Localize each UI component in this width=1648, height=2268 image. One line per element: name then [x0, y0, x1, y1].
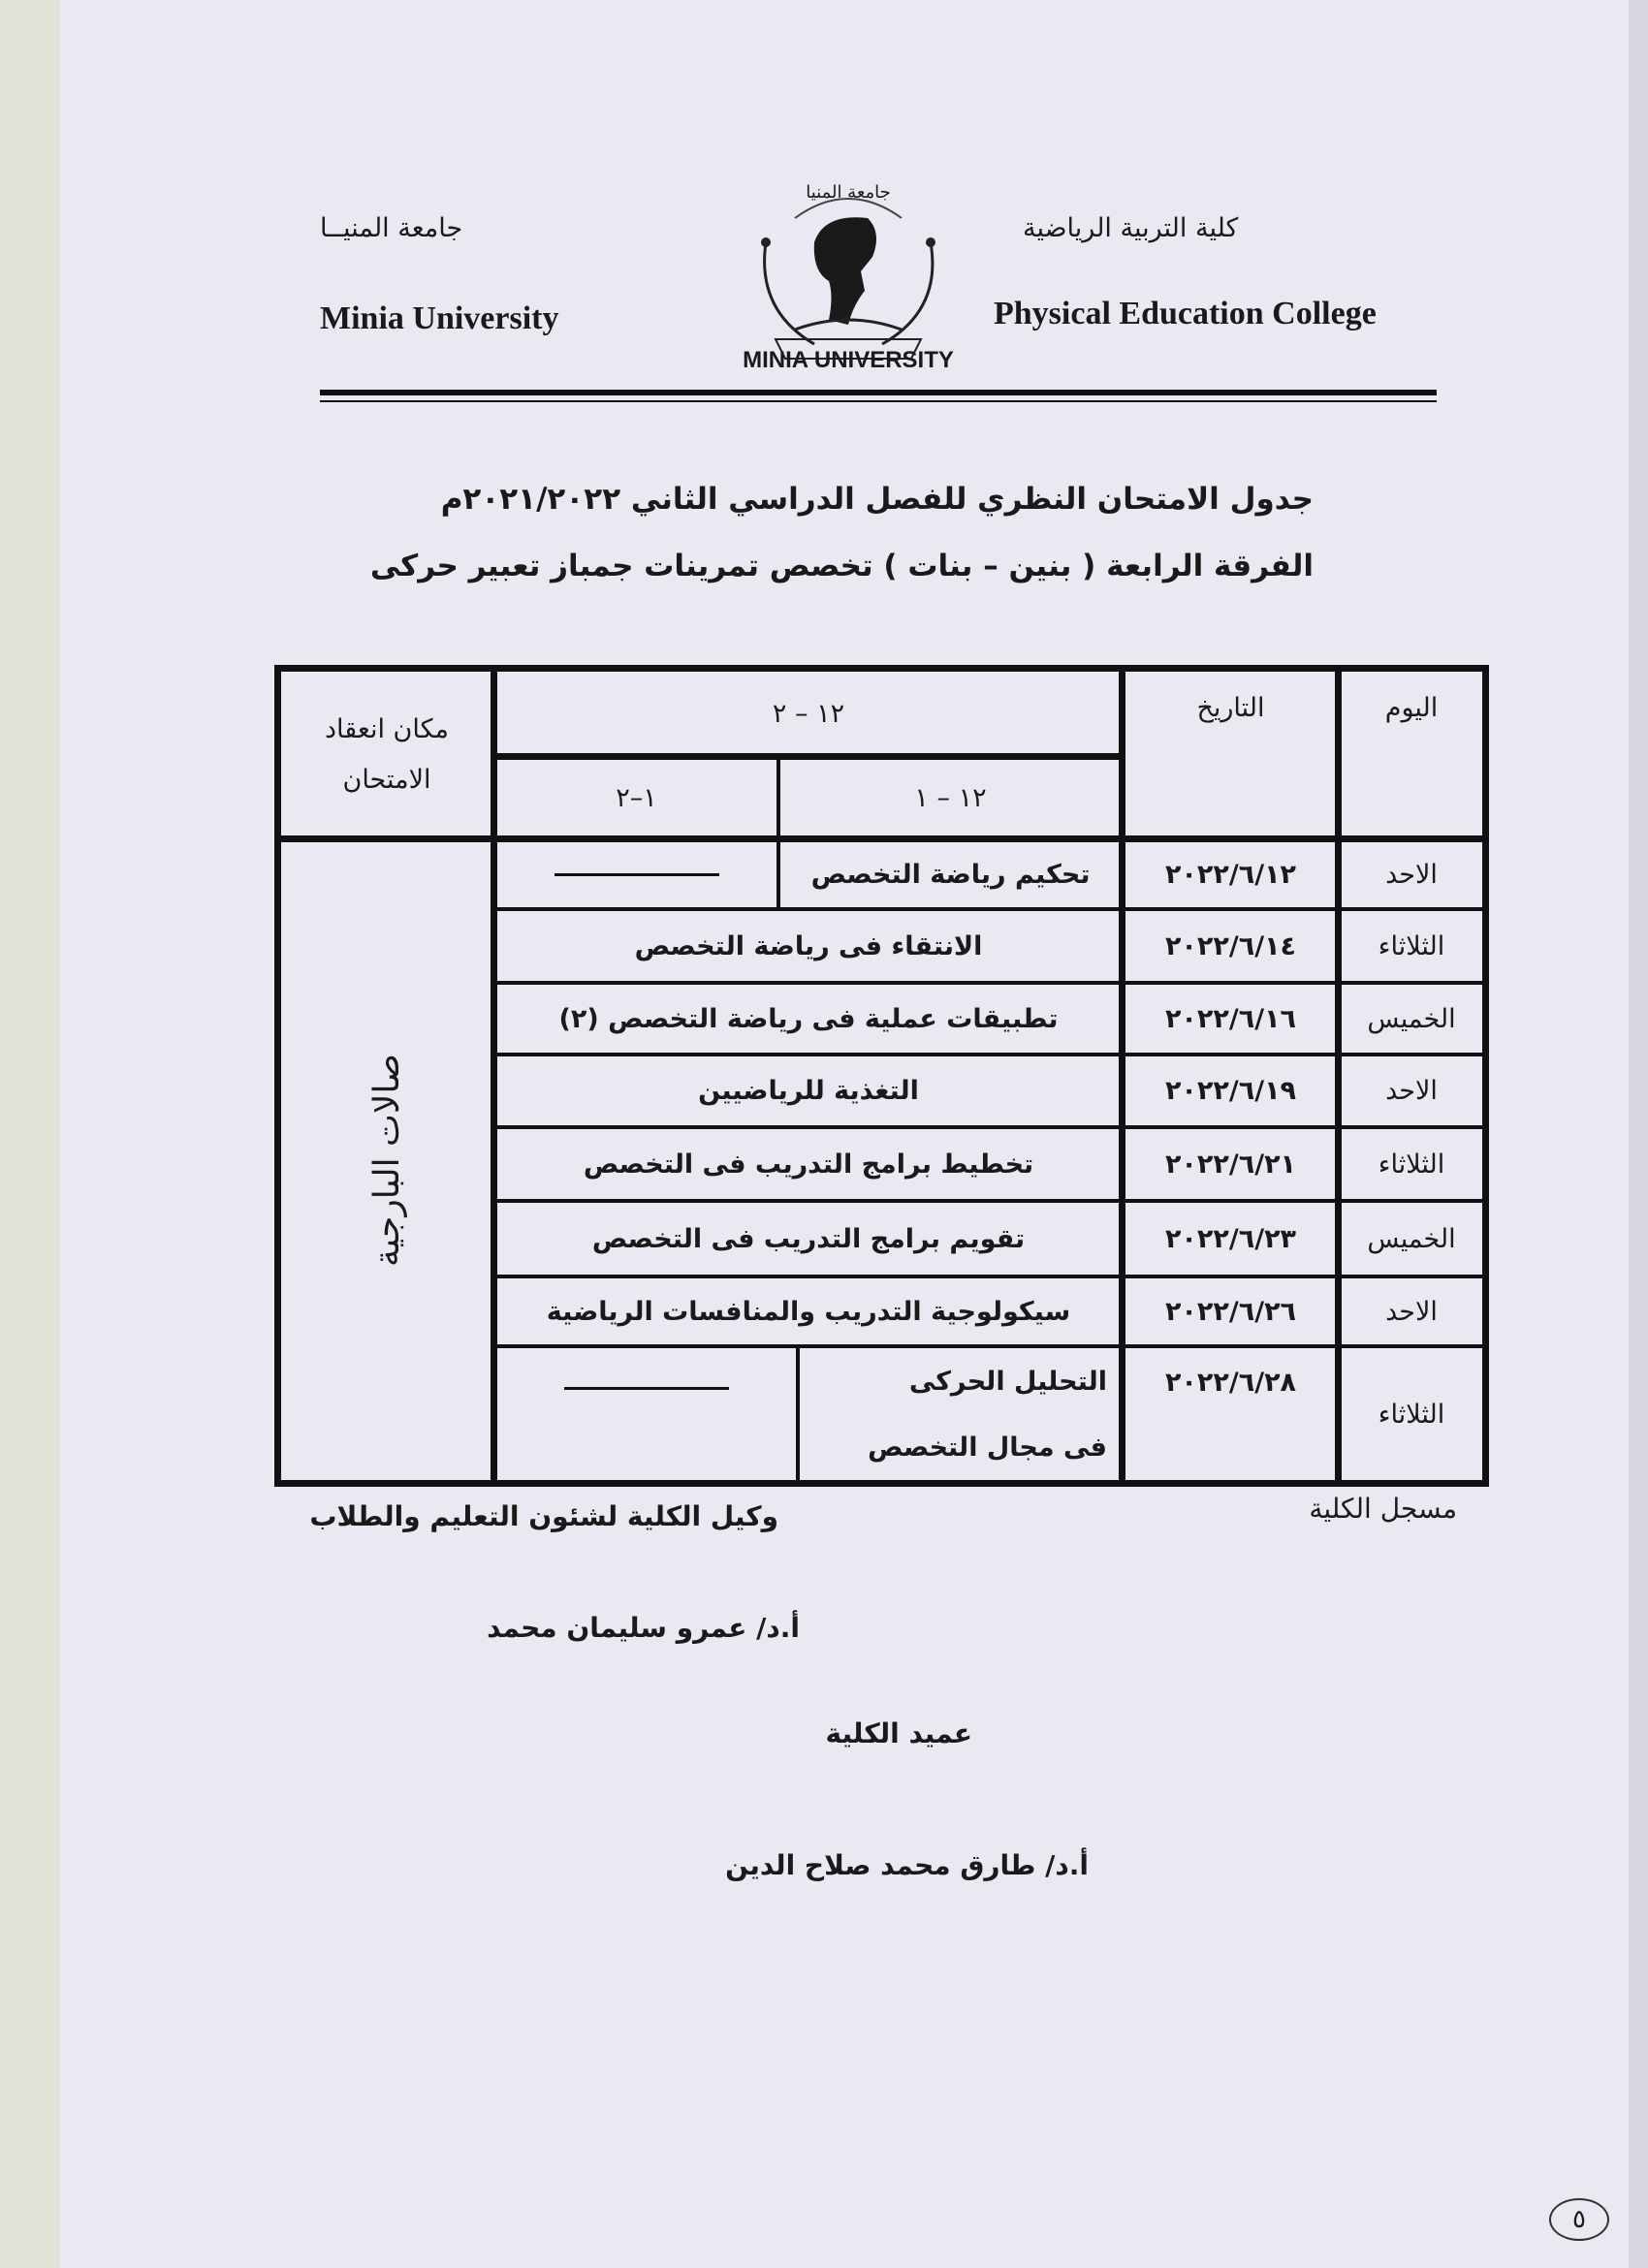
row-4-subject: التغذية للرياضيين	[494, 1055, 1123, 1127]
header-slot-1: ١٢ – ١	[778, 757, 1123, 839]
row-2-subject: الانتقاء فى رياضة التخصص	[494, 909, 1123, 983]
row-2-date: ٢٠٢٢/٦/١٤	[1123, 909, 1339, 983]
header-date: التاريخ	[1123, 670, 1339, 839]
row-3-day: الخميس	[1339, 983, 1484, 1055]
page-title: جدول الامتحان النظري للفصل الدراسي الثاني ٢٠٢١/٢٠٢٢م	[440, 482, 1314, 517]
university-logo	[737, 174, 960, 388]
separator	[494, 753, 1123, 760]
row-8-day: الثلاثاء	[1339, 1346, 1484, 1482]
row-8-date: ٢٠٢٢/٦/٢٨	[1123, 1346, 1339, 1482]
row-4-date: ٢٠٢٢/٦/١٩	[1123, 1055, 1339, 1127]
dash-mark	[564, 1387, 729, 1390]
location-cell	[279, 839, 494, 1482]
university-name-en: Minia University	[320, 300, 559, 336]
row-6-subject: تقويم برامج التدريب فى التخصص	[494, 1201, 1123, 1276]
row-8-slot-1	[798, 1346, 1123, 1482]
row-5-date: ٢٠٢٢/٦/٢١	[1123, 1127, 1339, 1201]
page-number: ٥	[1549, 2198, 1609, 2241]
university-name-ar: جامعة المنيــا	[320, 213, 463, 243]
header-location: مكان انعقاد الامتحان	[279, 670, 494, 839]
separator	[1119, 670, 1125, 1482]
row-6-date: ٢٠٢٢/٦/٢٣	[1123, 1201, 1339, 1276]
row-6-day: الخميس	[1339, 1201, 1484, 1276]
row-8-slot-1-line-1: التحليل الحركى	[908, 1366, 1107, 1397]
row-3-subject: تطبيقات عملية فى رياضة التخصص (٢)	[494, 983, 1123, 1055]
scan-edge-right	[1629, 0, 1648, 2268]
vice-dean-name: أ.د/ عمرو سليمان محمد	[487, 1612, 800, 1644]
header-day: اليوم	[1339, 670, 1484, 839]
logo-text-ar: جامعة المنيا	[806, 182, 891, 203]
logo-text-en: MINIA UNIVERSITY	[743, 347, 954, 373]
row-4-day: الاحد	[1339, 1055, 1484, 1127]
row-2-day: الثلاثاء	[1339, 909, 1484, 983]
registrar-title: مسجل الكلية	[1309, 1493, 1457, 1525]
row-7-day: الاحد	[1339, 1276, 1484, 1346]
header-slot-2: ١–٢	[494, 757, 778, 839]
exam-schedule-table	[274, 665, 1489, 1487]
row-3-date: ٢٠٢٢/٦/١٦	[1123, 983, 1339, 1055]
faculty-name-ar: كلية التربية الرياضية	[1023, 213, 1239, 243]
faculty-name-en: Physical Education College	[994, 296, 1377, 331]
row-5-subject: تخطيط برامج التدريب فى التخصص	[494, 1127, 1123, 1201]
row-1-slot-2-empty	[494, 839, 778, 909]
scan-edge	[0, 0, 60, 2268]
separator	[279, 835, 1484, 842]
dean-name: أ.د/ طارق محمد صلاح الدين	[725, 1849, 1089, 1881]
row-1-date: ٢٠٢٢/٦/١٢	[1123, 839, 1339, 909]
row-7-date: ٢٠٢٢/٦/٢٦	[1123, 1276, 1339, 1346]
row-1-slot-1: تحكيم رياضة التخصص	[778, 839, 1123, 909]
separator	[1335, 670, 1342, 1482]
row-1-day: الاحد	[1339, 839, 1484, 909]
row-8-slot-2-empty	[494, 1346, 798, 1482]
dean-title: عميد الكلية	[825, 1717, 972, 1749]
row-8-slot-1-line-2: فى مجال التخصص	[868, 1432, 1107, 1463]
row-5-day: الثلاثاء	[1339, 1127, 1484, 1201]
page-subtitle: الفرقة الرابعة ( بنين – بنات ) تخصص تمرينات جمباز تعبير حركى	[369, 549, 1314, 583]
separator	[491, 670, 497, 1482]
location-value: صالات البارجية	[366, 1054, 407, 1268]
dash-mark	[555, 873, 719, 876]
header-rule	[320, 390, 1437, 395]
header-time-group: ١٢ – ٢	[494, 670, 1123, 757]
vice-dean-title: وكيل الكلية لشئون التعليم والطلاب	[309, 1500, 778, 1532]
row-7-subject: سيكولوجية التدريب والمنافسات الرياضية	[494, 1276, 1123, 1346]
header-rule-thin	[320, 400, 1437, 402]
